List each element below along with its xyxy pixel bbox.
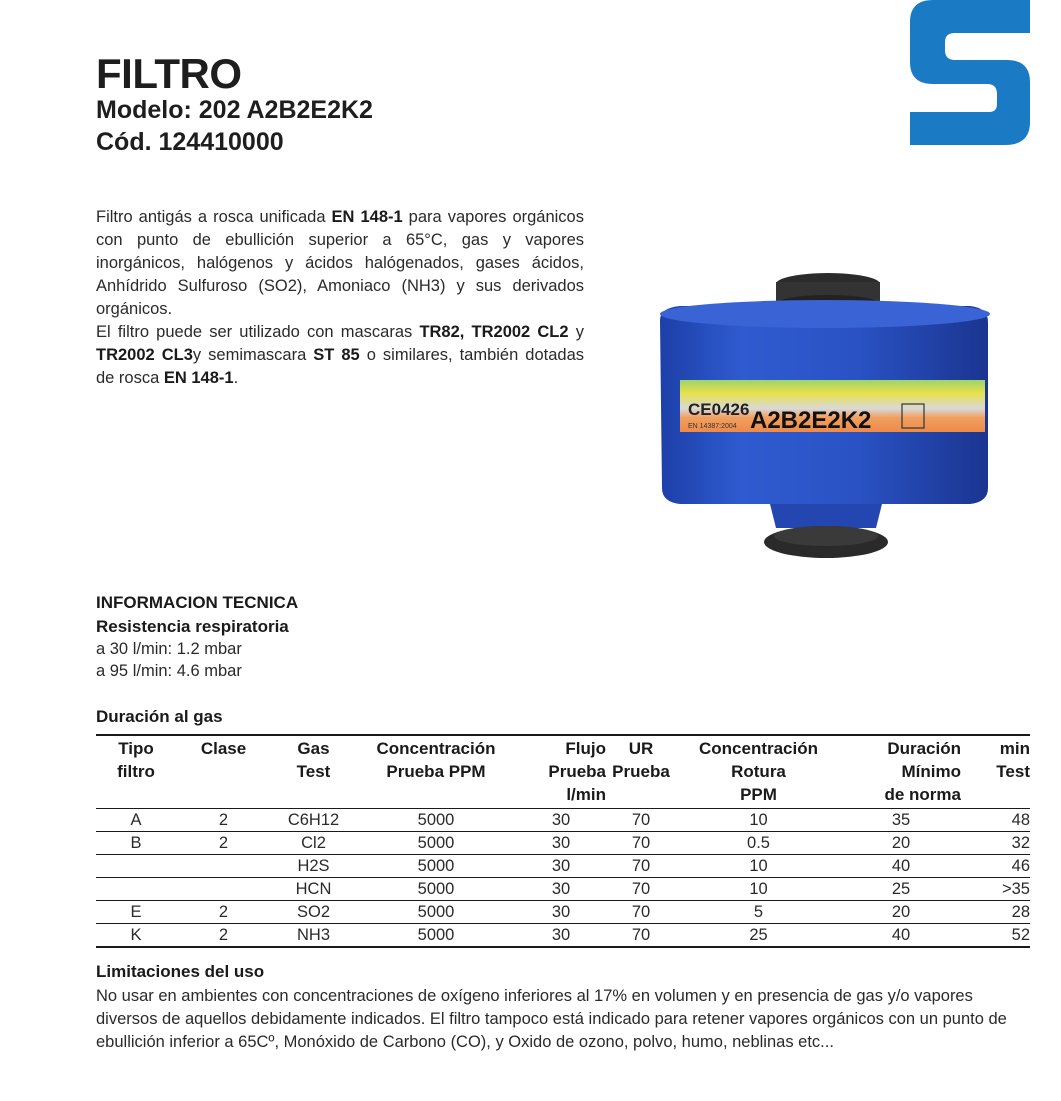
table-cell-conc: 5000 bbox=[356, 832, 516, 855]
table-cell-ur: 70 bbox=[606, 832, 676, 855]
table-header-row bbox=[96, 735, 1030, 809]
table-row bbox=[96, 832, 1030, 855]
limitations-text: No usar en ambientes con concentraciones de oxígeno inferiores al 17% en volumen y en presencia de gas y/o vapores diversos de aquellos debidamente indicados. El filtro tampoco está indicado para retener vapores orgánicos con un punto de ebullición inferior a 65Cº, Monóxido de Carbono (CO), y Oxido de ozono, polvo, humo, neblinas etc... bbox=[96, 987, 1007, 1051]
table-cell-duracion: 40 bbox=[841, 924, 961, 948]
table-row bbox=[96, 901, 1030, 924]
filter-product-image bbox=[650, 270, 995, 575]
resistance-line-1: a 30 l/min: 1.2 mbar bbox=[96, 640, 242, 658]
label-ce-mark: CE0426 bbox=[688, 400, 750, 419]
table-cell-ur: 70 bbox=[606, 924, 676, 948]
limitations-heading: Limitaciones del uso bbox=[96, 962, 265, 981]
table-cell-duracion: 20 bbox=[841, 832, 961, 855]
table-cell-gas: Cl2 bbox=[271, 832, 356, 855]
table-cell-clase bbox=[176, 855, 271, 878]
table-cell-duracion: 25 bbox=[841, 878, 961, 901]
table-cell-conc: 5000 bbox=[356, 809, 516, 832]
header-gas: Gas Test bbox=[296, 739, 331, 781]
table-cell-ur: 70 bbox=[606, 901, 676, 924]
table-cell-rotura: 0.5 bbox=[676, 832, 841, 855]
table-cell-ur: 70 bbox=[606, 809, 676, 832]
table-cell-rotura: 10 bbox=[676, 855, 841, 878]
table-cell-gas: NH3 bbox=[271, 924, 356, 948]
product-description bbox=[96, 206, 584, 390]
table-cell-conc: 5000 bbox=[356, 855, 516, 878]
table-cell-clase: 2 bbox=[176, 809, 271, 832]
table-cell-ur: 70 bbox=[606, 878, 676, 901]
table-cell-tipo: A bbox=[96, 809, 176, 832]
header-clase: Clase bbox=[200, 739, 247, 758]
label-filter-code: A2B2E2K2 bbox=[750, 407, 872, 434]
header-ur: UR Prueba bbox=[612, 739, 670, 781]
description-paragraph-1: Filtro antigás a rosca unificada EN 148-1 para vapores orgánicos con punto de ebullición superior a 65°C, gas y vapores inorgánicos, halógenos y ácidos halógenados, gases ácidos, Anhídrido Sulfuroso (SO2), Amoniaco (NH3) y sus derivados orgánicos. bbox=[96, 208, 584, 318]
table-row bbox=[96, 878, 1030, 901]
table-cell-min: >35 bbox=[961, 878, 1030, 901]
table-cell-clase: 2 bbox=[176, 901, 271, 924]
table-cell-tipo bbox=[96, 855, 176, 878]
page-title: FILTRO bbox=[96, 50, 242, 97]
table-cell-flujo: 30 bbox=[516, 809, 606, 832]
table-cell-gas: SO2 bbox=[271, 901, 356, 924]
model-label: Modelo: 202 A2B2E2K2 bbox=[96, 96, 373, 124]
resistance-line-2: a 95 l/min: 4.6 mbar bbox=[96, 662, 242, 680]
table-cell-rotura: 10 bbox=[676, 878, 841, 901]
label-norm: EN 14387:2004 bbox=[688, 423, 737, 430]
table-cell-tipo bbox=[96, 878, 176, 901]
table-cell-duracion: 40 bbox=[841, 855, 961, 878]
code-label: Cód. 124410000 bbox=[96, 128, 284, 156]
header-concentracion: Concentración Prueba PPM bbox=[376, 739, 496, 781]
table-cell-flujo: 30 bbox=[516, 901, 606, 924]
duration-heading: Duración al gas bbox=[96, 707, 223, 726]
table-cell-min: 46 bbox=[961, 855, 1030, 878]
table-cell-flujo: 30 bbox=[516, 832, 606, 855]
table-cell-clase bbox=[176, 878, 271, 901]
header-flujo: Flujo Prueba l/min bbox=[548, 739, 606, 804]
table-cell-clase: 2 bbox=[176, 924, 271, 948]
table-cell-rotura: 25 bbox=[676, 924, 841, 948]
header-tipo: Tipo filtro bbox=[117, 739, 155, 781]
description-paragraph-2: El filtro puede ser utilizado con mascaras TR82, TR2002 CL2 y TR2002 CL3y semimascara ST 85 o similares, también dotadas de rosca EN 148-1. bbox=[96, 323, 585, 387]
table-cell-duracion: 35 bbox=[841, 809, 961, 832]
table-cell-min: 48 bbox=[961, 809, 1030, 832]
header-duracion: Duración Mínimo de norma bbox=[884, 739, 961, 804]
table-cell-conc: 5000 bbox=[356, 901, 516, 924]
table-cell-gas: H2S bbox=[271, 855, 356, 878]
table-row bbox=[96, 855, 1030, 878]
table-cell-flujo: 30 bbox=[516, 878, 606, 901]
table-cell-flujo: 30 bbox=[516, 924, 606, 948]
table-cell-min: 28 bbox=[961, 901, 1030, 924]
table-cell-duracion: 20 bbox=[841, 901, 961, 924]
table-cell-gas: HCN bbox=[271, 878, 356, 901]
brand-logo bbox=[905, 0, 1030, 145]
table-cell-conc: 5000 bbox=[356, 924, 516, 948]
table-cell-tipo: E bbox=[96, 901, 176, 924]
table-cell-rotura: 10 bbox=[676, 809, 841, 832]
header-rotura: Concentración Rotura PPM bbox=[698, 739, 819, 804]
table-cell-rotura: 5 bbox=[676, 901, 841, 924]
table-cell-conc: 5000 bbox=[356, 878, 516, 901]
header-min-test: min Test bbox=[996, 739, 1030, 781]
table-cell-flujo: 30 bbox=[516, 855, 606, 878]
resistance-heading: Resistencia respiratoria bbox=[96, 617, 289, 636]
tech-info-heading: INFORMACION TECNICA bbox=[96, 593, 299, 612]
table-cell-min: 32 bbox=[961, 832, 1030, 855]
table-cell-min: 52 bbox=[961, 924, 1030, 948]
table-row bbox=[96, 809, 1030, 832]
table-cell-tipo: B bbox=[96, 832, 176, 855]
table-cell-ur: 70 bbox=[606, 855, 676, 878]
table-cell-gas: C6H12 bbox=[271, 809, 356, 832]
duration-table bbox=[96, 734, 1030, 948]
table-cell-tipo: K bbox=[96, 924, 176, 948]
table-cell-clase: 2 bbox=[176, 832, 271, 855]
table-row bbox=[96, 924, 1030, 948]
